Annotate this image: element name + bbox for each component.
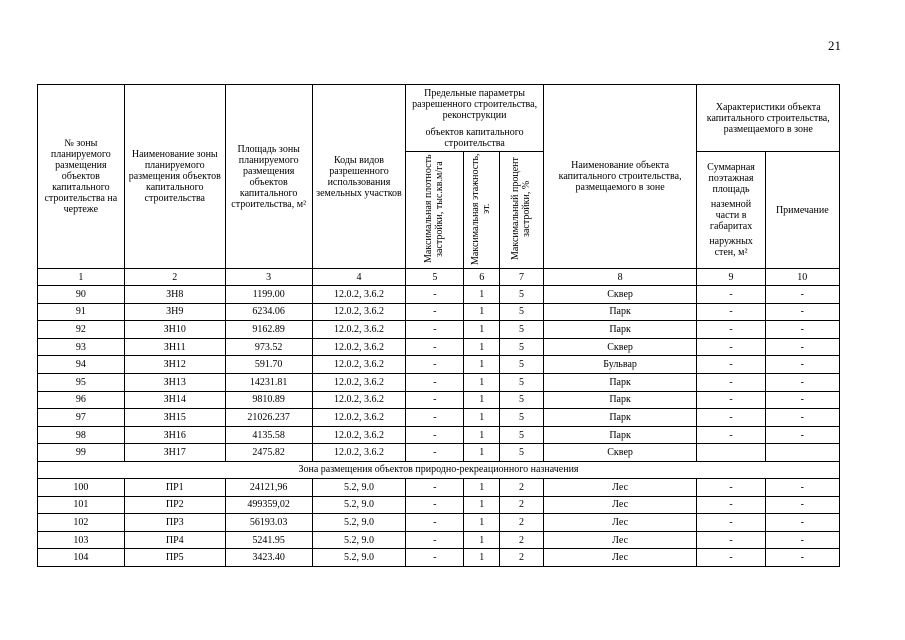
- header-total-area: [697, 152, 765, 269]
- note-cell: -: [765, 373, 839, 391]
- codes-cell: 12.0.2, 3.6.2: [312, 426, 406, 444]
- header-total-area-line3: наружных стен, м²: [709, 236, 753, 258]
- total-area-cell: -: [697, 514, 765, 532]
- percent-cell: 2: [500, 496, 543, 514]
- percent-cell: 5: [500, 444, 543, 462]
- column-number: 8: [543, 269, 697, 286]
- note-cell: -: [765, 496, 839, 514]
- note-cell: -: [765, 478, 839, 496]
- table-row: [38, 321, 840, 339]
- density-cell: -: [406, 391, 464, 409]
- zone-number-cell: 91: [38, 303, 125, 321]
- header-codes: Коды видов разрешенного использования земельных участков: [312, 85, 406, 269]
- zone-number-cell: 100: [38, 478, 125, 496]
- percent-cell: 5: [500, 426, 543, 444]
- header-object-name: Наименование объекта капитального строительства, размещаемого в зоне: [543, 85, 697, 269]
- table-row: [38, 444, 840, 462]
- zone-number-cell: 102: [38, 514, 125, 532]
- density-cell: -: [406, 444, 464, 462]
- object-name-cell: Парк: [543, 303, 697, 321]
- note-cell: -: [765, 303, 839, 321]
- zone-number-cell: 103: [38, 531, 125, 549]
- note-cell: -: [765, 321, 839, 339]
- total-area-cell: [697, 444, 765, 462]
- floors-cell: 1: [464, 356, 500, 374]
- percent-cell: 5: [500, 356, 543, 374]
- object-name-cell: Сквер: [543, 338, 697, 356]
- note-cell: -: [765, 514, 839, 532]
- total-area-cell: -: [697, 426, 765, 444]
- header-zone-no: № зоны планируемого размещения объектов капитального строительства на чертеже: [38, 85, 125, 269]
- table-row: [38, 478, 840, 496]
- note-cell: -: [765, 409, 839, 427]
- percent-cell: 5: [500, 338, 543, 356]
- object-name-cell: Лес: [543, 531, 697, 549]
- zone-name-cell: ЗН9: [124, 303, 225, 321]
- table-row: [38, 286, 840, 304]
- table-row: [38, 514, 840, 532]
- zone-number-cell: 98: [38, 426, 125, 444]
- note-cell: -: [765, 549, 839, 567]
- object-name-cell: Парк: [543, 409, 697, 427]
- zone-name-cell: ПР2: [124, 496, 225, 514]
- header-area: Площадь зоны планируемого размещения объектов капитального строительства, м²: [225, 85, 312, 269]
- area-cell: 591.70: [225, 356, 312, 374]
- note-cell: -: [765, 391, 839, 409]
- codes-cell: 5.2, 9.0: [312, 496, 406, 514]
- zone-name-cell: ЗН15: [124, 409, 225, 427]
- total-area-cell: -: [697, 321, 765, 339]
- header-max-density-text: Максимальная плотность застройки, тыс.кв.м/га: [422, 154, 445, 263]
- table-row: [38, 409, 840, 427]
- table-row: [38, 373, 840, 391]
- percent-cell: 2: [500, 514, 543, 532]
- object-name-cell: Парк: [543, 391, 697, 409]
- zone-number-cell: 94: [38, 356, 125, 374]
- zone-name-cell: ПР4: [124, 531, 225, 549]
- zone-number-cell: 95: [38, 373, 125, 391]
- table-row: [38, 338, 840, 356]
- codes-cell: 12.0.2, 3.6.2: [312, 444, 406, 462]
- zone-name-cell: ЗН13: [124, 373, 225, 391]
- object-name-cell: Лес: [543, 549, 697, 567]
- codes-cell: 5.2, 9.0: [312, 549, 406, 567]
- floors-cell: 1: [464, 514, 500, 532]
- density-cell: -: [406, 426, 464, 444]
- total-area-cell: -: [697, 496, 765, 514]
- density-cell: -: [406, 286, 464, 304]
- column-number: 7: [500, 269, 543, 286]
- floors-cell: 1: [464, 391, 500, 409]
- floors-cell: 1: [464, 444, 500, 462]
- percent-cell: 5: [500, 409, 543, 427]
- header-max-percent-text: Максимальный процент застройки, %: [509, 157, 532, 260]
- table-row: [38, 303, 840, 321]
- floors-cell: 1: [464, 549, 500, 567]
- note-cell: -: [765, 338, 839, 356]
- floors-cell: 1: [464, 303, 500, 321]
- floors-cell: 1: [464, 321, 500, 339]
- floors-cell: 1: [464, 338, 500, 356]
- note-cell: [765, 444, 839, 462]
- area-cell: 21026.237: [225, 409, 312, 427]
- total-area-cell: -: [697, 303, 765, 321]
- column-number: 5: [406, 269, 464, 286]
- table-row: [38, 496, 840, 514]
- density-cell: -: [406, 478, 464, 496]
- object-name-cell: Парк: [543, 373, 697, 391]
- header-limits-subtitle: объектов капитального строительства: [425, 126, 524, 149]
- header-characteristics: Характеристики объекта капитального строительства, размещаемого в зоне: [697, 85, 840, 152]
- area-cell: 2475.82: [225, 444, 312, 462]
- column-number: 6: [464, 269, 500, 286]
- codes-cell: 12.0.2, 3.6.2: [312, 338, 406, 356]
- column-numbers-row: [38, 269, 840, 286]
- zone-number-cell: 97: [38, 409, 125, 427]
- area-cell: 4135.58: [225, 426, 312, 444]
- zone-number-cell: 101: [38, 496, 125, 514]
- total-area-cell: -: [697, 373, 765, 391]
- column-number: 3: [225, 269, 312, 286]
- column-number: 4: [312, 269, 406, 286]
- header-limits-group: [406, 85, 543, 152]
- area-cell: 3423.40: [225, 549, 312, 567]
- zone-name-cell: ЗН8: [124, 286, 225, 304]
- density-cell: -: [406, 321, 464, 339]
- total-area-cell: -: [697, 391, 765, 409]
- percent-cell: 2: [500, 549, 543, 567]
- zone-name-cell: ЗН10: [124, 321, 225, 339]
- table-row: [38, 356, 840, 374]
- header-total-area-line1: Суммарная поэтажная площадь: [707, 162, 755, 195]
- header-limits-title: Предельные параметры разрешенного строительства, реконструкции: [412, 87, 538, 121]
- zone-name-cell: ПР5: [124, 549, 225, 567]
- percent-cell: 2: [500, 478, 543, 496]
- percent-cell: 5: [500, 321, 543, 339]
- object-name-cell: Лес: [543, 514, 697, 532]
- section-row: [38, 461, 840, 478]
- area-cell: 1199.00: [225, 286, 312, 304]
- column-number: 1: [38, 269, 125, 286]
- note-cell: -: [765, 531, 839, 549]
- note-cell: -: [765, 356, 839, 374]
- object-name-cell: Сквер: [543, 444, 697, 462]
- floors-cell: 1: [464, 426, 500, 444]
- zone-name-cell: ЗН17: [124, 444, 225, 462]
- percent-cell: 5: [500, 303, 543, 321]
- object-name-cell: Лес: [543, 496, 697, 514]
- zone-name-cell: ПР3: [124, 514, 225, 532]
- floors-cell: 1: [464, 531, 500, 549]
- zone-name-cell: ЗН11: [124, 338, 225, 356]
- header-note: Примечание: [765, 152, 839, 269]
- total-area-cell: -: [697, 356, 765, 374]
- density-cell: -: [406, 496, 464, 514]
- header-max-percent: [500, 152, 543, 269]
- density-cell: -: [406, 303, 464, 321]
- header-max-density: [406, 152, 464, 269]
- density-cell: -: [406, 409, 464, 427]
- section-title: Зона размещения объектов природно-рекреационного назначения: [38, 461, 840, 478]
- zone-number-cell: 90: [38, 286, 125, 304]
- codes-cell: 12.0.2, 3.6.2: [312, 286, 406, 304]
- area-cell: 14231.81: [225, 373, 312, 391]
- codes-cell: 12.0.2, 3.6.2: [312, 356, 406, 374]
- zone-name-cell: ЗН12: [124, 356, 225, 374]
- area-cell: 6234.06: [225, 303, 312, 321]
- table-row: [38, 549, 840, 567]
- codes-cell: 12.0.2, 3.6.2: [312, 373, 406, 391]
- column-number: 9: [697, 269, 765, 286]
- total-area-cell: -: [697, 531, 765, 549]
- object-name-cell: Сквер: [543, 286, 697, 304]
- codes-cell: 12.0.2, 3.6.2: [312, 409, 406, 427]
- floors-cell: 1: [464, 478, 500, 496]
- object-name-cell: Бульвар: [543, 356, 697, 374]
- area-cell: 973.52: [225, 338, 312, 356]
- total-area-cell: -: [697, 338, 765, 356]
- area-cell: 499359,02: [225, 496, 312, 514]
- floors-cell: 1: [464, 373, 500, 391]
- table-body: [38, 269, 840, 567]
- codes-cell: 5.2, 9.0: [312, 478, 406, 496]
- page-number: 21: [828, 38, 841, 53]
- header-total-area-line2: наземной части в габаритах: [709, 199, 753, 232]
- object-name-cell: Лес: [543, 478, 697, 496]
- zones-table: [37, 84, 840, 567]
- column-number: 2: [124, 269, 225, 286]
- floors-cell: 1: [464, 496, 500, 514]
- percent-cell: 2: [500, 531, 543, 549]
- note-cell: -: [765, 286, 839, 304]
- codes-cell: 12.0.2, 3.6.2: [312, 391, 406, 409]
- total-area-cell: -: [697, 286, 765, 304]
- total-area-cell: -: [697, 409, 765, 427]
- area-cell: 9810.89: [225, 391, 312, 409]
- zone-number-cell: 104: [38, 549, 125, 567]
- floors-cell: 1: [464, 286, 500, 304]
- percent-cell: 5: [500, 391, 543, 409]
- density-cell: -: [406, 356, 464, 374]
- codes-cell: 12.0.2, 3.6.2: [312, 303, 406, 321]
- zone-name-cell: ПР1: [124, 478, 225, 496]
- total-area-cell: -: [697, 478, 765, 496]
- codes-cell: 5.2, 9.0: [312, 531, 406, 549]
- area-cell: 5241.95: [225, 531, 312, 549]
- zone-name-cell: ЗН16: [124, 426, 225, 444]
- density-cell: -: [406, 338, 464, 356]
- area-cell: 9162.89: [225, 321, 312, 339]
- floors-cell: 1: [464, 409, 500, 427]
- table-row: [38, 531, 840, 549]
- total-area-cell: -: [697, 549, 765, 567]
- header-zone-name: Наименование зоны планируемого размещения объектов капитального строительства: [124, 85, 225, 269]
- zone-name-cell: ЗН14: [124, 391, 225, 409]
- area-cell: 56193.03: [225, 514, 312, 532]
- table-row: [38, 391, 840, 409]
- codes-cell: 12.0.2, 3.6.2: [312, 321, 406, 339]
- density-cell: -: [406, 531, 464, 549]
- note-cell: -: [765, 426, 839, 444]
- object-name-cell: Парк: [543, 426, 697, 444]
- column-number: 10: [765, 269, 839, 286]
- zone-number-cell: 99: [38, 444, 125, 462]
- object-name-cell: Парк: [543, 321, 697, 339]
- zone-number-cell: 92: [38, 321, 125, 339]
- percent-cell: 5: [500, 373, 543, 391]
- density-cell: -: [406, 514, 464, 532]
- percent-cell: 5: [500, 286, 543, 304]
- zone-number-cell: 93: [38, 338, 125, 356]
- header-max-floors-text: Максимальная этажность, эт.: [469, 152, 492, 265]
- density-cell: -: [406, 549, 464, 567]
- header-max-floors: [464, 152, 500, 269]
- table-row: [38, 426, 840, 444]
- area-cell: 24121,96: [225, 478, 312, 496]
- codes-cell: 5.2, 9.0: [312, 514, 406, 532]
- density-cell: -: [406, 373, 464, 391]
- zone-number-cell: 96: [38, 391, 125, 409]
